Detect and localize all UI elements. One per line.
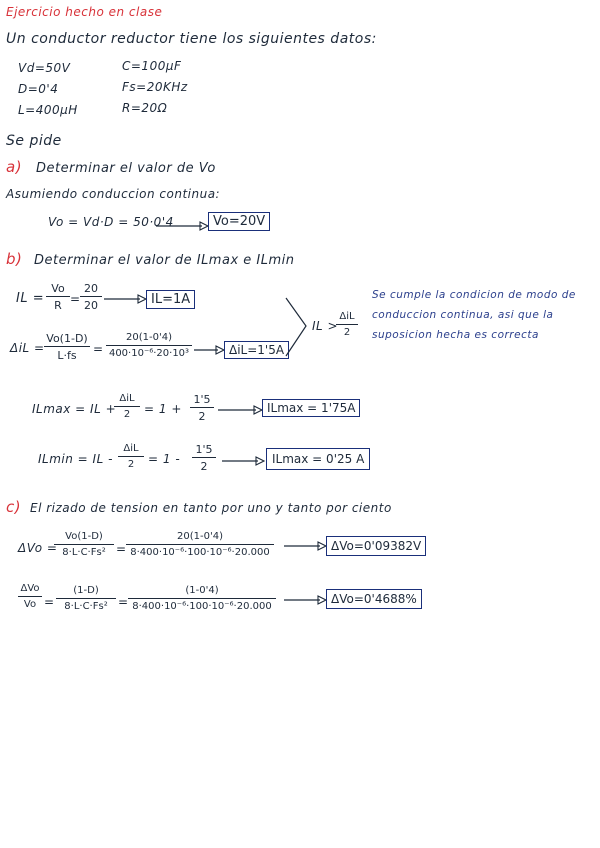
arrow-ratio bbox=[284, 596, 326, 604]
equals-sign: = bbox=[44, 595, 55, 609]
data-c: C=100μF bbox=[122, 59, 182, 73]
result-ilmax: ILmax = 1'75A bbox=[262, 399, 360, 417]
ilmin-frac2 bbox=[192, 444, 216, 472]
ilmax-lhs: ILmax = IL + bbox=[32, 402, 117, 416]
il-frac1-den: R bbox=[54, 299, 62, 312]
result-vo: Vo=20V bbox=[208, 212, 270, 231]
ratio-frac2-den: 8·400·10⁻⁶·100·10⁻⁶·20.000 bbox=[132, 601, 272, 612]
il-lhs: IL = bbox=[16, 291, 45, 306]
part-a-equation: Vo = Vd·D = 50·0'4 bbox=[48, 215, 174, 229]
result-dil: ΔiL=1'5A bbox=[224, 341, 289, 359]
dil-frac2-den: 400·10⁻⁶·20·10³ bbox=[108, 348, 190, 359]
ratio-frac1 bbox=[56, 586, 116, 612]
ilmin-frac bbox=[118, 444, 144, 470]
dvo-frac2-num: 20(1-0'4) bbox=[177, 531, 223, 542]
dil-frac2-num: 20(1-0'4) bbox=[126, 332, 172, 343]
ratio-den: Vo bbox=[23, 599, 37, 610]
ilmax-frac-num: ΔiL bbox=[119, 393, 135, 404]
ratio-frac1-num: (1-D) bbox=[73, 585, 99, 596]
data-r: R=20Ω bbox=[122, 101, 168, 115]
il-frac2 bbox=[80, 283, 102, 311]
il-frac2-num: 20 bbox=[84, 282, 98, 295]
dvo-frac1 bbox=[54, 532, 114, 558]
il-frac1 bbox=[46, 283, 70, 311]
statement-intro: Un conductor reductor tiene los siguientes datos: bbox=[6, 31, 377, 47]
ilmax-frac-den: 2 bbox=[123, 409, 131, 420]
part-a-assumption: Asumiendo conduccion continua: bbox=[6, 187, 221, 201]
dvo-frac1-num: Vo(1-D) bbox=[65, 531, 103, 542]
arrow-dil bbox=[194, 346, 224, 354]
ilmin-mid: = 1 - bbox=[148, 452, 181, 466]
ratio-frac2-num: (1-0'4) bbox=[185, 585, 219, 596]
ilmax-frac2-num: 1'5 bbox=[193, 393, 211, 406]
ilmax-frac2-den: 2 bbox=[198, 410, 206, 423]
part-a-title: Determinar el valor de Vo bbox=[36, 161, 216, 176]
dvo-frac2 bbox=[126, 532, 274, 558]
ilmax-frac2 bbox=[190, 394, 214, 422]
equals-sign: = bbox=[116, 542, 127, 556]
result-ilmin: ILmax = 0'25 A bbox=[266, 448, 370, 470]
part-c-title: El rizado de tension en tanto por uno y tanto por ciento bbox=[30, 501, 392, 515]
result-il: IL=1A bbox=[146, 290, 195, 309]
equals-sign: = bbox=[70, 292, 81, 306]
dil-frac1-den: L·fs bbox=[57, 349, 77, 362]
il-frac1-num: Vo bbox=[51, 282, 65, 295]
data-fs: Fs=20KHz bbox=[122, 80, 188, 94]
il-frac2-den: 20 bbox=[84, 299, 98, 312]
equals-sign: = bbox=[93, 342, 104, 356]
arrow-dvo bbox=[284, 542, 326, 550]
part-b-title: Determinar el valor de ILmax e ILmin bbox=[34, 253, 295, 268]
part-a-label: a) bbox=[6, 158, 23, 176]
ilmin-frac2-den: 2 bbox=[200, 460, 208, 473]
arrow-a bbox=[156, 222, 208, 230]
ratio-frac2 bbox=[128, 586, 276, 612]
equals-sign: = bbox=[118, 595, 129, 609]
ilmax-mid: = 1 + bbox=[144, 402, 182, 416]
dvo-frac2-den: 8·400·10⁻⁶·100·10⁻⁶·20.000 bbox=[130, 547, 270, 558]
arrow-il bbox=[104, 295, 146, 303]
asked-label: Se pide bbox=[6, 133, 62, 149]
ilmin-frac-num: ΔiL bbox=[123, 443, 139, 454]
ilmin-frac-den: 2 bbox=[127, 459, 135, 470]
result-ratio: ΔVo=0'4688% bbox=[326, 589, 422, 609]
ilmin-lhs: ILmin = IL - bbox=[38, 452, 113, 466]
cond-frac bbox=[336, 312, 358, 338]
dil-frac1-num: Vo(1-D) bbox=[46, 332, 88, 345]
arrow-ilmin bbox=[222, 457, 264, 465]
note-line-1: Se cumple la condicion de modo de bbox=[372, 289, 576, 301]
part-c-label: c) bbox=[6, 498, 22, 516]
cond-den: 2 bbox=[343, 327, 351, 338]
ilmin-frac2-num: 1'5 bbox=[195, 443, 213, 456]
page-title: Ejercicio hecho en clase bbox=[6, 5, 163, 19]
ratio-frac bbox=[18, 584, 42, 610]
dvo-frac1-den: 8·L·C·Fs² bbox=[62, 547, 106, 558]
dvo-lhs: ΔVo = bbox=[18, 541, 58, 555]
data-vd: Vd=50V bbox=[18, 61, 71, 75]
part-b-label: b) bbox=[6, 250, 23, 268]
ratio-num: ΔVo bbox=[20, 583, 40, 594]
merge-bracket bbox=[286, 296, 308, 360]
ilmax-frac bbox=[114, 394, 140, 420]
ratio-frac1-den: 8·L·C·Fs² bbox=[64, 601, 108, 612]
dil-frac2 bbox=[106, 333, 192, 359]
data-l: L=400μH bbox=[18, 103, 78, 117]
data-d: D=0'4 bbox=[18, 82, 59, 96]
dil-lhs: ΔiL = bbox=[10, 341, 45, 355]
note-line-2: conduccion continua, asi que la bbox=[372, 309, 554, 321]
cond-num: ΔiL bbox=[339, 311, 355, 322]
cond-lhs: IL > bbox=[312, 319, 339, 333]
dil-frac1 bbox=[44, 333, 90, 361]
arrow-ilmax bbox=[218, 406, 262, 414]
result-dvo: ΔVo=0'09382V bbox=[326, 536, 426, 556]
note-line-3: suposicion hecha es correcta bbox=[372, 329, 539, 341]
